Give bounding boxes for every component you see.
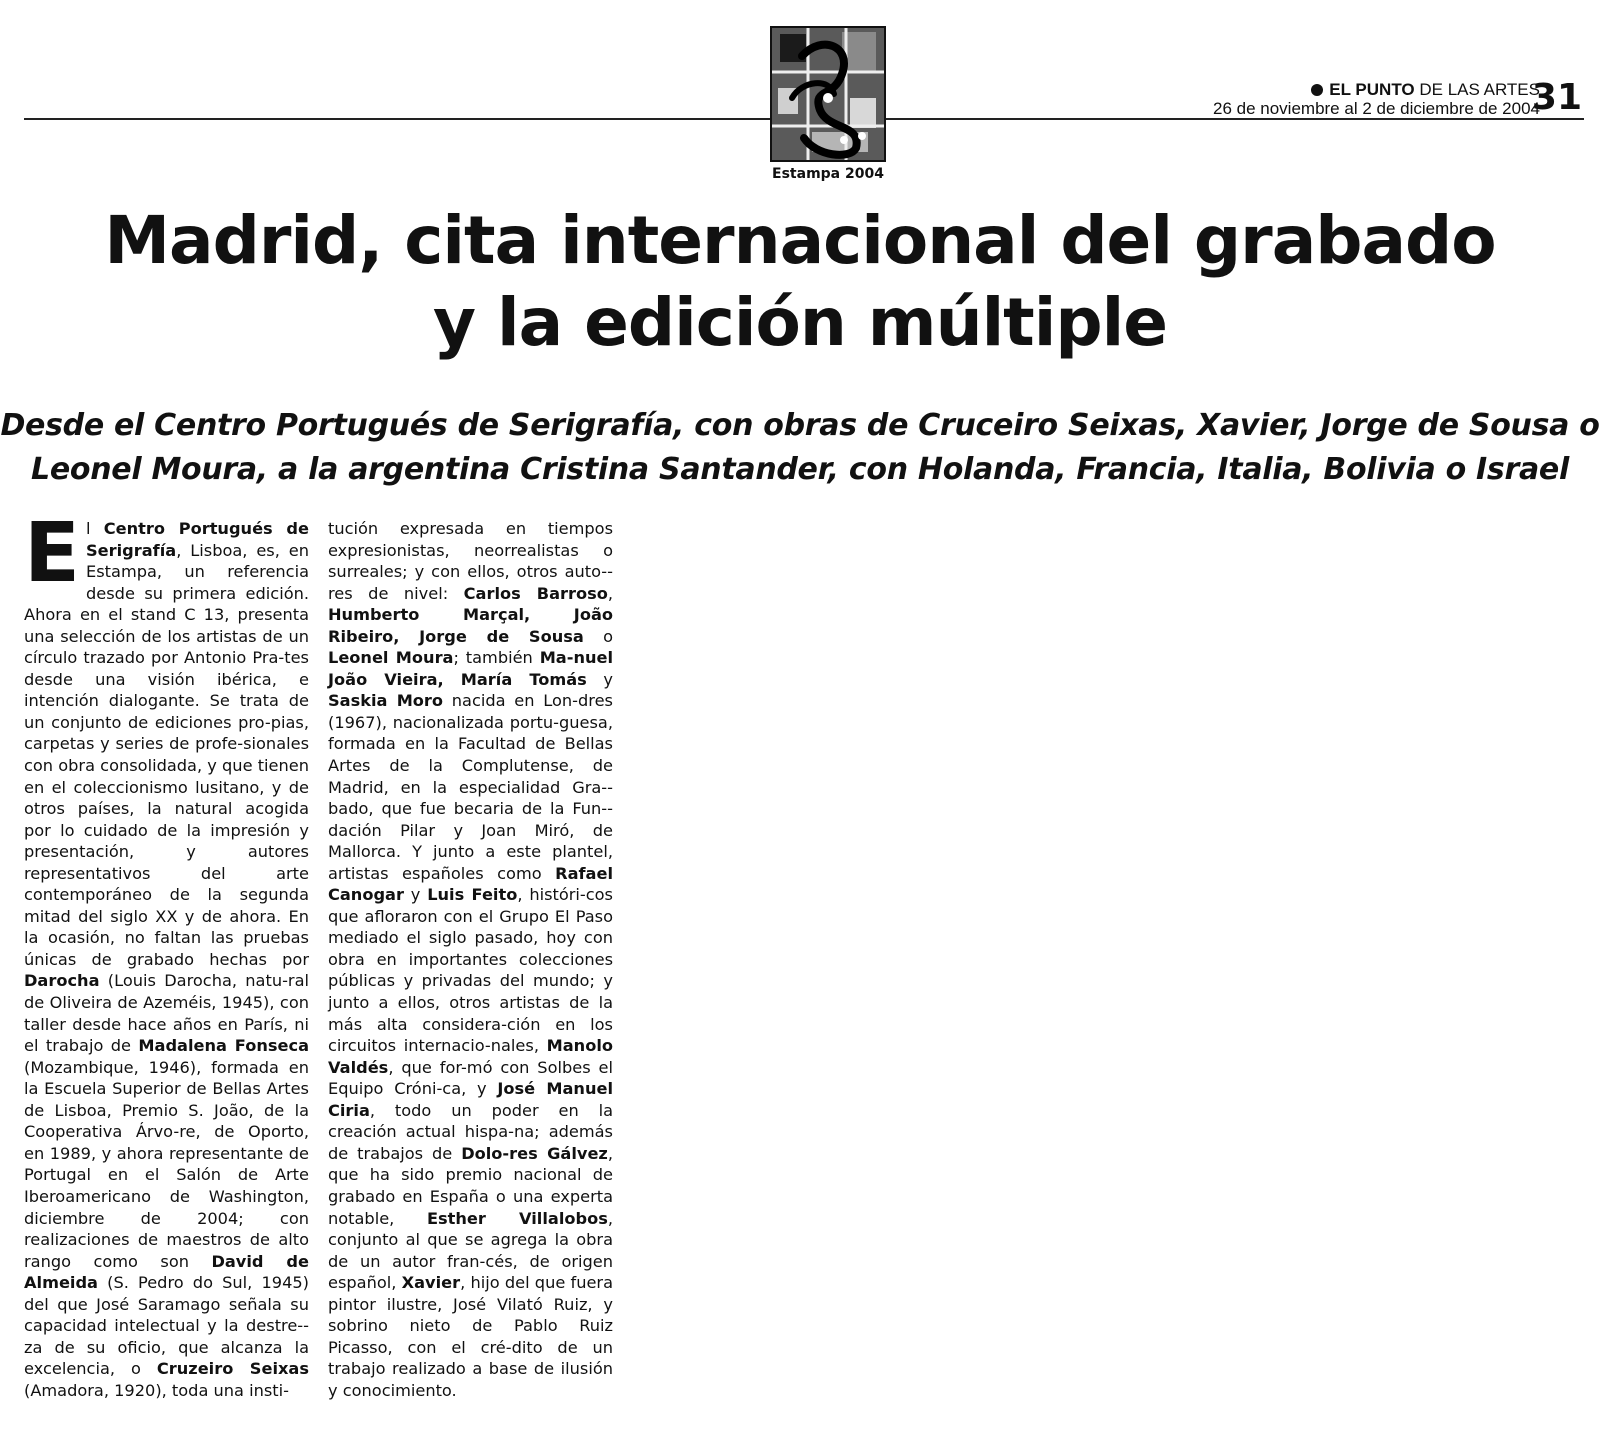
estampa-logo-artwork (772, 28, 884, 160)
artist-name: Cruzeiro Seixas (156, 1359, 309, 1379)
artist-name: Dolo-res Gálvez (461, 1143, 608, 1163)
subtitle-line-1: Desde el Centro Portugués de Serigrafía, con obras de Cruceiro Seixas, Xavier, Jorge de Sousa o (0, 408, 1600, 443)
artist-name: Esther Villalobos (426, 1208, 608, 1228)
body-paragraph-2 (328, 518, 613, 1401)
artist-name: Darocha (24, 971, 100, 991)
headline (0, 200, 1600, 364)
headline-line-2: y la edición múltiple (432, 284, 1167, 361)
headline-line-1: Madrid, cita internacional del grabado (104, 202, 1496, 279)
body-column-1 (24, 506, 309, 1401)
artist-name: Centro Portugués de Serigrafía (86, 519, 309, 560)
body-paragraph-1 (24, 506, 309, 1401)
artist-name: Leonel Moura (328, 648, 454, 668)
artist-name: David de Almeida (24, 1251, 309, 1293)
artist-name: José Manuel Ciria (328, 1079, 613, 1120)
masthead-dates: 26 de noviembre al 2 de diciembre de 2004 (1213, 99, 1540, 118)
artist-name: Humberto Marçal, João Ribeiro, Jorge de Sousa (328, 605, 613, 646)
column-2-text: tución expresada en tiempos expresionistas, neorrealistas o surreales; y con ellos, otros auto-res de nivel: Carlos Barroso, Humberto Marçal, João Ribeiro, Jorge de Sousa o Leonel Moura; también Ma-nuel João Vieira, María Tomás y Saskia Moro nacida en Lon-dres (1967), nacionalizada portu-guesa, formada en la Facultad de Bellas Artes de la Complutense, de Madrid, en la especialidad Gra-bado, que fue becaria de la Fun-dación Pilar y Joan Miró, de Mallorca. Y junto a este plantel, artistas españoles como Rafael Canogar y Luis Feito, históri-cos que afloraron con el Grupo El Paso mediado el siglo pasado, hoy con obra en importantes colecciones públicas y privadas del mundo; y junto a ellos, otros artistas de la más alta considera-ción en los circuitos internacio-nales, Manolo Valdés, que for-mó con Solbes el Equipo Cróni-ca, y José Manuel Ciria, todo un poder en la creación actual hispa-na; además de trabajos de Dolo-res Gálvez, que ha sido premio nacional de grabado en España o una experta notable, Esther Villalobos, conjunto al que se agrega la obra de un autor fran-cés, de origen español, Xavier, hijo del que fuera pintor ilustre, José Vilató Ruiz, y sobrino nieto de Pablo Ruiz Picasso, con el cré-dito de un trabajo realizado a base de ilusión y conocimiento. (328, 519, 614, 1400)
artist-name: Madalena Fonseca (138, 1036, 309, 1056)
artist-name: Rafael Canogar (328, 863, 613, 905)
masthead-section: DE LAS ARTES (1419, 80, 1540, 99)
artist-name: Carlos Barroso (463, 583, 608, 603)
artist-name: Luis Feito (427, 885, 518, 905)
bullet-icon (1311, 84, 1323, 96)
body-column-2 (328, 518, 613, 1401)
masthead-section-line (1213, 80, 1540, 99)
estampa-logo-caption: Estampa 2004 (772, 166, 884, 182)
subtitle (0, 404, 1600, 492)
artist-name: Ma-nuel João Vieira, María Tomás (328, 648, 614, 689)
column-1-text: l Centro Portugués de Serigrafía, Lisboa, es, en Estampa, un referencia desde su primera edición. Ahora en el stand C 13, presenta una selección de los artistas de un círculo trazado por Antonio Pra-tes desde una visión ibérica, e intención dialogante. Se trata de un conjunto de ediciones pro-pias, carpetas y series de profe-sionales con obra consolidada, y que tienen en el coleccionismo lusitano, y de otros países, la natural acogida por lo cuidado de la impresión y presentación, y autores representativos del arte contemporáneo de la segunda mitad del siglo XX y de ahora. En la ocasión, no faltan las pruebas únicas de grabado hechas por Darocha (Louis Darocha, natu-ral de Oliveira de Azeméis, 1945), con taller desde hace años en París, ni el trabajo de Madalena Fonseca (Mozambique, 1946), formada en la Escuela Superior de Bellas Artes de Lisboa, Premio S. João, de la Cooperativa Árvo-re, de Oporto, en 1989, y ahora representante de Portugal en el Salón de Arte Iberoamericano de Washington, diciembre de 2004; con realizaciones de maestros de alto rango como son David de Almeida (S. Pedro do Sul, 1945) del que José Saramago señala su capacidad intelectual y la destre-za de su oficio, que alcanza la excelencia, o Cruzeiro Seixas (Amadora, 1920), toda una insti- (24, 519, 309, 1400)
artist-name: Saskia Moro (328, 691, 444, 711)
estampa-logo (770, 26, 886, 162)
subtitle-line-2: Leonel Moura, a la argentina Cristina Santander, con Holanda, Francia, Italia, Bolivia o Israel (31, 452, 1569, 487)
masthead (1213, 80, 1540, 118)
page-number: 31 (1531, 77, 1582, 118)
artist-name: Manolo Valdés (328, 1036, 613, 1077)
masthead-brand: EL PUNTO (1329, 80, 1415, 99)
drop-cap: E (24, 506, 81, 601)
artist-name: Xavier (401, 1273, 461, 1293)
